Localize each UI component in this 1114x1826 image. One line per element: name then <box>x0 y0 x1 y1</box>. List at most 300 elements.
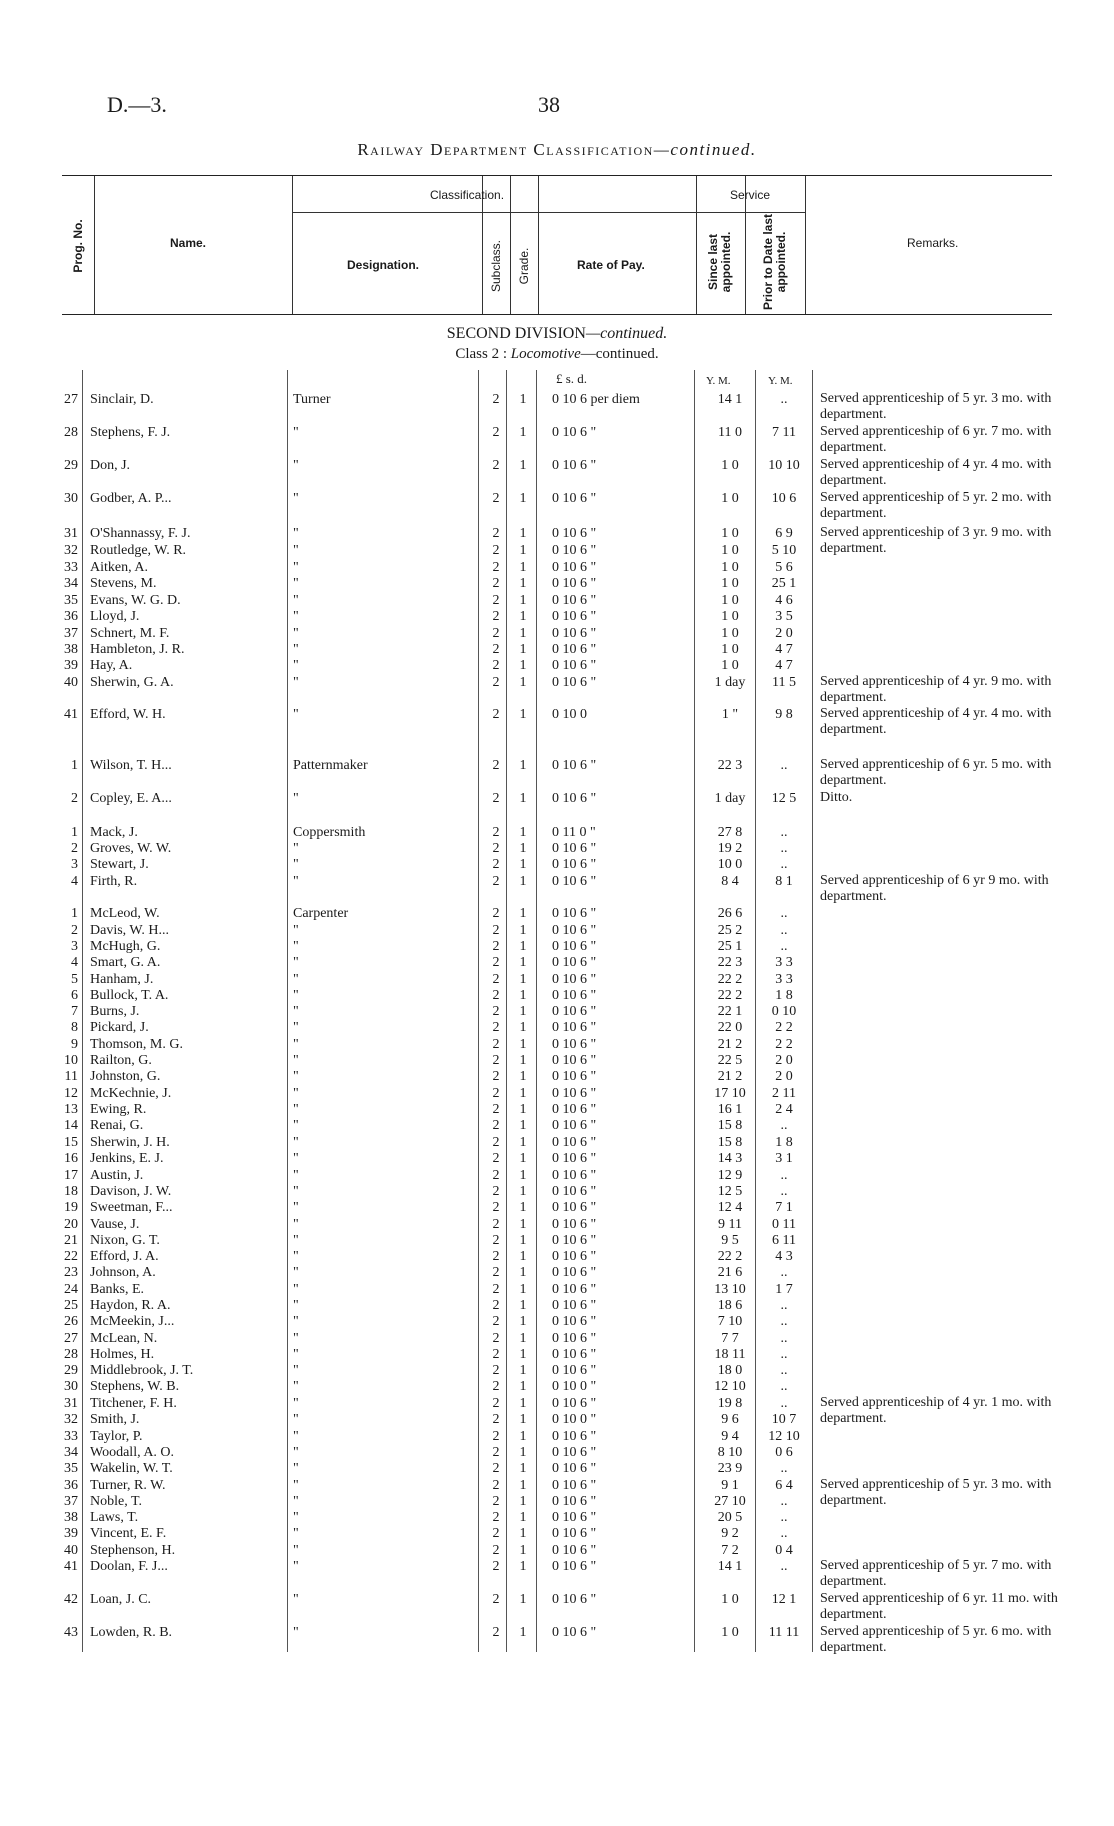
prog-no-cell: 23 <box>64 1265 78 1280</box>
rate-cell: 0 10 6 " <box>552 491 597 506</box>
name-cell: Bullock, T. A. <box>90 988 169 1003</box>
prog-no-cell: 40 <box>64 675 78 690</box>
since-last-cell: 18 11 <box>714 1347 746 1362</box>
prog-no-cell: 11 <box>64 1069 78 1084</box>
rate-cell: 0 10 6 " <box>552 1151 597 1166</box>
subclass-cell: 2 <box>492 955 500 970</box>
prog-no-cell: 41 <box>64 1559 78 1574</box>
subclass-cell: 2 <box>492 1298 500 1313</box>
grade-cell: 1 <box>519 1217 527 1232</box>
designation-cell: " <box>293 923 299 938</box>
prior-cell: .. <box>780 1494 788 1509</box>
name-cell: Davis, W. H... <box>90 923 169 938</box>
prog-no-cell: 28 <box>64 425 78 440</box>
name-cell: Godber, A. P... <box>90 491 172 506</box>
grade-cell: 1 <box>519 560 527 575</box>
designation-cell: " <box>293 560 299 575</box>
subclass-cell: 2 <box>492 1135 500 1150</box>
rate-cell: 0 10 6 " <box>552 955 597 970</box>
grade-cell: 1 <box>519 1379 527 1394</box>
designation-cell: " <box>293 1086 299 1101</box>
subclass-cell: 2 <box>492 458 500 473</box>
designation-cell: " <box>293 1494 299 1509</box>
prog-no-cell: 4 <box>71 955 78 970</box>
prior-cell: 7 1 <box>775 1200 793 1215</box>
name-cell: Haydon, R. A. <box>90 1298 171 1313</box>
rate-cell: 0 10 6 " <box>552 425 597 440</box>
designation-cell: " <box>293 642 299 657</box>
table-row <box>0 1313 1114 1330</box>
designation-cell: " <box>293 593 299 608</box>
subclass-cell: 2 <box>492 593 500 608</box>
prog-no-cell: 41 <box>64 707 78 722</box>
rate-cell: 0 10 6 " <box>552 1168 597 1183</box>
rate-cell: 0 10 6 " <box>552 874 597 889</box>
rate-cell: 0 10 6 " <box>552 1020 597 1035</box>
since-last-cell: 9 2 <box>721 1526 739 1541</box>
table-row <box>0 592 1114 609</box>
name-cell: Renai, G. <box>90 1118 144 1133</box>
designation-cell: " <box>293 543 299 558</box>
since-last-cell: 1 0 <box>721 642 739 657</box>
prior-cell: .. <box>780 1265 788 1280</box>
grade-cell: 1 <box>519 923 527 938</box>
since-last-cell: 9 6 <box>721 1412 739 1427</box>
grade-cell: 1 <box>519 1331 527 1346</box>
prog-no-cell: 16 <box>64 1151 78 1166</box>
prog-no-cell: 2 <box>71 841 78 856</box>
subclass-cell: 2 <box>492 906 500 921</box>
table-row <box>0 1150 1114 1167</box>
prog-no-cell: 5 <box>71 972 78 987</box>
rate-cell: 0 10 6 per diem <box>552 392 640 407</box>
designation-cell: " <box>293 1592 299 1607</box>
prog-no-cell: 33 <box>64 560 78 575</box>
prog-no-cell: 3 <box>71 939 78 954</box>
subclass-cell: 2 <box>492 1379 500 1394</box>
prog-no-cell: 20 <box>64 1217 78 1232</box>
since-last-cell: 17 10 <box>714 1086 746 1101</box>
name-cell: Sinclair, D. <box>90 392 154 407</box>
unit-since: Y. M. <box>706 375 731 387</box>
name-cell: Hanham, J. <box>90 972 154 987</box>
rate-cell: 0 10 6 " <box>552 1086 597 1101</box>
grade-cell: 1 <box>519 1249 527 1264</box>
table-row <box>0 657 1114 674</box>
designation-cell: " <box>293 1118 299 1133</box>
since-last-cell: 22 2 <box>717 972 743 987</box>
prog-no-cell: 37 <box>64 626 78 641</box>
prog-no-cell: 34 <box>64 1445 78 1460</box>
rate-cell: 0 10 6 " <box>552 1200 597 1215</box>
table-row <box>0 905 1114 922</box>
grade-cell: 1 <box>519 955 527 970</box>
subclass-cell: 2 <box>492 1478 500 1493</box>
prior-cell: 12 1 <box>771 1592 797 1607</box>
table-row <box>0 1558 1114 1589</box>
name-cell: Railton, G. <box>90 1053 152 1068</box>
designation-cell: " <box>293 1429 299 1444</box>
since-last-cell: 22 2 <box>717 988 743 1003</box>
prior-cell: 4 6 <box>775 593 793 608</box>
since-last-cell: 22 0 <box>717 1020 743 1035</box>
prog-no-cell: 27 <box>64 1331 78 1346</box>
grade-cell: 1 <box>519 1053 527 1068</box>
rate-cell: 0 10 6 " <box>552 939 597 954</box>
prior-cell: 5 10 <box>771 543 797 558</box>
designation-cell: " <box>293 1282 299 1297</box>
col-prior-to-date: Prior to Date last appointed. <box>761 213 788 311</box>
since-last-cell: 21 2 <box>717 1037 743 1052</box>
prior-cell: 2 0 <box>775 1069 793 1084</box>
name-cell: Wilson, T. H... <box>90 758 172 773</box>
designation-cell: " <box>293 1412 299 1427</box>
designation-cell: " <box>293 939 299 954</box>
since-last-cell: 12 9 <box>717 1168 743 1183</box>
subclass-cell: 2 <box>492 1282 500 1297</box>
grade-cell: 1 <box>519 1069 527 1084</box>
designation-cell: " <box>293 576 299 591</box>
subclass-cell: 2 <box>492 972 500 987</box>
since-last-cell: 16 1 <box>717 1102 743 1117</box>
prog-no-cell: 28 <box>64 1347 78 1362</box>
table-row <box>0 1052 1114 1069</box>
since-last-cell: 9 1 <box>721 1478 739 1493</box>
designation-cell: " <box>293 1526 299 1541</box>
designation-cell: " <box>293 626 299 641</box>
rate-cell: 0 10 6 " <box>552 543 597 558</box>
rate-cell: 0 10 6 " <box>552 791 597 806</box>
prior-cell: 9 8 <box>775 707 793 722</box>
name-cell: McLeod, W. <box>90 906 160 921</box>
name-cell: Burns, J. <box>90 1004 140 1019</box>
prior-cell: 5 6 <box>775 560 793 575</box>
since-last-cell: 22 3 <box>717 758 743 773</box>
prog-no-cell: 6 <box>71 988 78 1003</box>
prog-no-cell: 32 <box>64 543 78 558</box>
prog-no-cell: 36 <box>64 609 78 624</box>
prior-cell: 25 1 <box>771 576 797 591</box>
grade-cell: 1 <box>519 1298 527 1313</box>
grade-cell: 1 <box>519 543 527 558</box>
since-last-cell: 22 5 <box>717 1053 743 1068</box>
prog-no-cell: 9 <box>71 1037 78 1052</box>
prior-cell: .. <box>780 392 788 407</box>
subclass-cell: 2 <box>492 758 500 773</box>
grade-cell: 1 <box>519 658 527 673</box>
grade-cell: 1 <box>519 1526 527 1541</box>
subclass-cell: 2 <box>492 1249 500 1264</box>
prior-cell: 12 5 <box>771 791 797 806</box>
remarks-cell: Served apprenticeship of 4 yr. 4 mo. with department. <box>820 706 1052 737</box>
since-last-cell: 19 8 <box>717 1396 743 1411</box>
table-row <box>0 840 1114 857</box>
designation-cell: " <box>293 1510 299 1525</box>
table-row <box>0 1117 1114 1134</box>
prog-no-cell: 2 <box>71 791 78 806</box>
designation-cell: " <box>293 1559 299 1574</box>
rate-cell: 0 10 6 " <box>552 1494 597 1509</box>
col-remarks: Remarks. <box>907 236 959 250</box>
since-last-cell: 14 1 <box>717 392 743 407</box>
name-cell: Loan, J. C. <box>90 1592 152 1607</box>
designation-cell: Carpenter <box>293 906 349 921</box>
col-designation: Designation. <box>347 258 420 272</box>
subclass-cell: 2 <box>492 1020 500 1035</box>
grade-cell: 1 <box>519 1037 527 1052</box>
table-row <box>0 1183 1114 1200</box>
prior-cell: .. <box>780 1461 788 1476</box>
name-cell: Titchener, F. H. <box>90 1396 177 1411</box>
prog-no-cell: 2 <box>71 923 78 938</box>
since-last-cell: 19 2 <box>717 841 743 856</box>
rate-cell: 0 10 6 " <box>552 1265 597 1280</box>
subclass-cell: 2 <box>492 825 500 840</box>
rate-cell: 0 10 6 " <box>552 1592 597 1607</box>
grade-cell: 1 <box>519 1020 527 1035</box>
name-cell: Aitken, A. <box>90 560 148 575</box>
grade-cell: 1 <box>519 1135 527 1150</box>
designation-cell: " <box>293 1069 299 1084</box>
prior-cell: 6 4 <box>775 1478 793 1493</box>
table-row <box>0 1199 1114 1216</box>
designation-cell: " <box>293 1265 299 1280</box>
name-cell: Sherwin, G. A. <box>90 675 174 690</box>
prog-no-cell: 8 <box>71 1020 78 1035</box>
name-cell: McMeekin, J... <box>90 1314 175 1329</box>
table-row <box>0 559 1114 576</box>
prog-no-cell: 39 <box>64 1526 78 1541</box>
since-last-cell: 27 10 <box>714 1494 746 1509</box>
name-cell: Stevens, M. <box>90 576 157 591</box>
remarks-cell: Served apprenticeship of 3 yr. 9 mo. with department. <box>820 525 1052 556</box>
subclass-cell: 2 <box>492 1151 500 1166</box>
since-last-cell: 1 0 <box>721 626 739 641</box>
since-last-cell: 22 2 <box>717 1249 743 1264</box>
since-last-cell: 14 1 <box>717 1559 743 1574</box>
table-row <box>0 873 1114 904</box>
table-header <box>62 175 1052 315</box>
subclass-cell: 2 <box>492 1004 500 1019</box>
subclass-cell: 2 <box>492 543 500 558</box>
name-cell: McKechnie, J. <box>90 1086 172 1101</box>
prog-no-cell: 42 <box>64 1592 78 1607</box>
since-last-cell: 1 0 <box>721 593 739 608</box>
since-last-cell: 7 2 <box>721 1543 739 1558</box>
prior-cell: 0 10 <box>771 1004 797 1019</box>
designation-cell: " <box>293 1217 299 1232</box>
prog-no-cell: 21 <box>64 1233 78 1248</box>
remarks-cell: Served apprenticeship of 5 yr. 2 mo. with department. <box>820 490 1052 521</box>
designation-cell: " <box>293 526 299 541</box>
prior-cell: 3 3 <box>775 955 793 970</box>
rate-cell: 0 10 6 " <box>552 1445 597 1460</box>
prog-no-cell: 25 <box>64 1298 78 1313</box>
designation-cell: Patternmaker <box>293 758 368 773</box>
rate-cell: 0 10 6 " <box>552 458 597 473</box>
since-last-cell: 18 0 <box>717 1363 743 1378</box>
subclass-cell: 2 <box>492 791 500 806</box>
prior-cell: 2 2 <box>775 1020 793 1035</box>
rate-cell: 0 10 6 " <box>552 1559 597 1574</box>
grade-cell: 1 <box>519 707 527 722</box>
grade-cell: 1 <box>519 1118 527 1133</box>
designation-cell: " <box>293 1037 299 1052</box>
prior-cell: 2 0 <box>775 1053 793 1068</box>
table-row <box>0 641 1114 658</box>
rate-cell: 0 10 6 " <box>552 1037 597 1052</box>
rate-cell: 0 10 6 " <box>552 1135 597 1150</box>
table-row <box>0 1134 1114 1151</box>
prior-cell: .. <box>780 758 788 773</box>
prog-no-cell: 31 <box>64 526 78 541</box>
prior-cell: 2 4 <box>775 1102 793 1117</box>
grade-cell: 1 <box>519 1396 527 1411</box>
grade-cell: 1 <box>519 458 527 473</box>
since-last-cell: 1 0 <box>721 526 739 541</box>
prior-cell: 3 3 <box>775 972 793 987</box>
designation-cell: " <box>293 1347 299 1362</box>
rate-cell: 0 10 6 " <box>552 1184 597 1199</box>
prior-cell: 3 1 <box>775 1151 793 1166</box>
grade-cell: 1 <box>519 825 527 840</box>
rate-cell: 0 10 6 " <box>552 972 597 987</box>
subclass-cell: 2 <box>492 923 500 938</box>
designation-cell: " <box>293 1249 299 1264</box>
name-cell: Don, J. <box>90 458 131 473</box>
prog-no-cell: 19 <box>64 1200 78 1215</box>
table-row <box>0 424 1114 455</box>
subclass-cell: 2 <box>492 988 500 1003</box>
subclass-cell: 2 <box>492 1233 500 1248</box>
prog-no-cell: 13 <box>64 1102 78 1117</box>
table-row <box>0 674 1114 705</box>
name-cell: Holmes, H. <box>90 1347 155 1362</box>
subclass-cell: 2 <box>492 707 500 722</box>
designation-cell: " <box>293 1396 299 1411</box>
name-cell: McLean, N. <box>90 1331 158 1346</box>
name-cell: Efford, J. A. <box>90 1249 159 1264</box>
table-row <box>0 1362 1114 1379</box>
grade-cell: 1 <box>519 1592 527 1607</box>
subclass-cell: 2 <box>492 491 500 506</box>
subclass-cell: 2 <box>492 576 500 591</box>
rate-cell: 0 10 6 " <box>552 1314 597 1329</box>
prior-cell: 4 7 <box>775 658 793 673</box>
name-cell: Taylor, P. <box>90 1429 143 1444</box>
prior-cell: .. <box>780 1347 788 1362</box>
since-last-cell: 11 0 <box>718 425 742 440</box>
rate-cell: 0 10 6 " <box>552 642 597 657</box>
prior-cell: .. <box>780 1363 788 1378</box>
grade-cell: 1 <box>519 1282 527 1297</box>
rate-cell: 0 10 6 " <box>552 1282 597 1297</box>
rate-cell: 0 10 6 " <box>552 1004 597 1019</box>
subclass-cell: 2 <box>492 1200 500 1215</box>
since-last-cell: 1 0 <box>721 609 739 624</box>
page-identifier: D.—3. <box>107 92 167 117</box>
name-cell: Stephens, W. B. <box>90 1379 180 1394</box>
name-cell: Nixon, G. T. <box>90 1233 160 1248</box>
subclass-cell: 2 <box>492 1445 500 1460</box>
prior-cell: 4 7 <box>775 642 793 657</box>
since-last-cell: 10 0 <box>717 857 743 872</box>
designation-cell: " <box>293 491 299 506</box>
designation-cell: " <box>293 1298 299 1313</box>
rate-cell: 0 10 0 <box>552 707 587 722</box>
grade-cell: 1 <box>519 1494 527 1509</box>
prog-no-cell: 33 <box>64 1429 78 1444</box>
prog-no-cell: 7 <box>71 1004 78 1019</box>
rate-cell: 0 10 0 " <box>552 1379 597 1394</box>
since-last-cell: 15 8 <box>717 1118 743 1133</box>
rate-cell: 0 10 6 " <box>552 1478 597 1493</box>
rate-cell: 0 11 0 " <box>552 825 596 840</box>
since-last-cell: 1 0 <box>721 1592 739 1607</box>
rate-cell: 0 10 6 " <box>552 1233 597 1248</box>
table-row <box>0 1281 1114 1298</box>
designation-cell: " <box>293 1461 299 1476</box>
rate-cell: 0 10 6 " <box>552 1118 597 1133</box>
grade-cell: 1 <box>519 1102 527 1117</box>
name-cell: Vause, J. <box>90 1217 140 1232</box>
since-last-cell: 1 0 <box>721 1625 739 1640</box>
subclass-cell: 2 <box>492 1118 500 1133</box>
designation-cell: " <box>293 955 299 970</box>
name-cell: Sweetman, F... <box>90 1200 173 1215</box>
prior-cell: 12 10 <box>768 1429 800 1444</box>
rate-cell: 0 10 6 " <box>552 1461 597 1476</box>
remarks-cell: Served apprenticeship of 4 yr. 4 mo. with department. <box>820 457 1052 488</box>
grade-cell: 1 <box>519 1445 527 1460</box>
prior-cell: 2 2 <box>775 1037 793 1052</box>
name-cell: Hambleton, J. R. <box>90 642 185 657</box>
subclass-cell: 2 <box>492 609 500 624</box>
name-cell: Lloyd, J. <box>90 609 140 624</box>
rate-cell: 0 10 6 " <box>552 576 597 591</box>
prior-cell: .. <box>780 1559 788 1574</box>
subclass-cell: 2 <box>492 857 500 872</box>
subclass-cell: 2 <box>492 1625 500 1640</box>
rate-cell: 0 10 6 " <box>552 1298 597 1313</box>
prog-no-cell: 40 <box>64 1543 78 1558</box>
table-row <box>0 922 1114 939</box>
since-last-cell: 26 6 <box>717 906 743 921</box>
prog-no-cell: 15 <box>64 1135 78 1150</box>
table-row <box>0 490 1114 521</box>
table-row <box>0 1085 1114 1102</box>
table-row <box>0 1428 1114 1445</box>
table-row <box>0 1378 1114 1395</box>
grade-cell: 1 <box>519 874 527 889</box>
subclass-cell: 2 <box>492 675 500 690</box>
designation-cell: " <box>293 1478 299 1493</box>
designation-cell: " <box>293 458 299 473</box>
rate-cell: 0 10 6 " <box>552 1217 597 1232</box>
grade-cell: 1 <box>519 939 527 954</box>
since-last-cell: 18 6 <box>717 1298 743 1313</box>
grade-cell: 1 <box>519 1429 527 1444</box>
rate-cell: 0 10 6 " <box>552 857 597 872</box>
grade-cell: 1 <box>519 1363 527 1378</box>
grade-cell: 1 <box>519 1184 527 1199</box>
unit-prior: Y. M. <box>768 375 793 387</box>
designation-cell: " <box>293 791 299 806</box>
designation-cell: " <box>293 874 299 889</box>
rate-cell: 0 10 6 " <box>552 1102 597 1117</box>
rate-cell: 0 10 6 " <box>552 1510 597 1525</box>
prog-no-cell: 36 <box>64 1478 78 1493</box>
